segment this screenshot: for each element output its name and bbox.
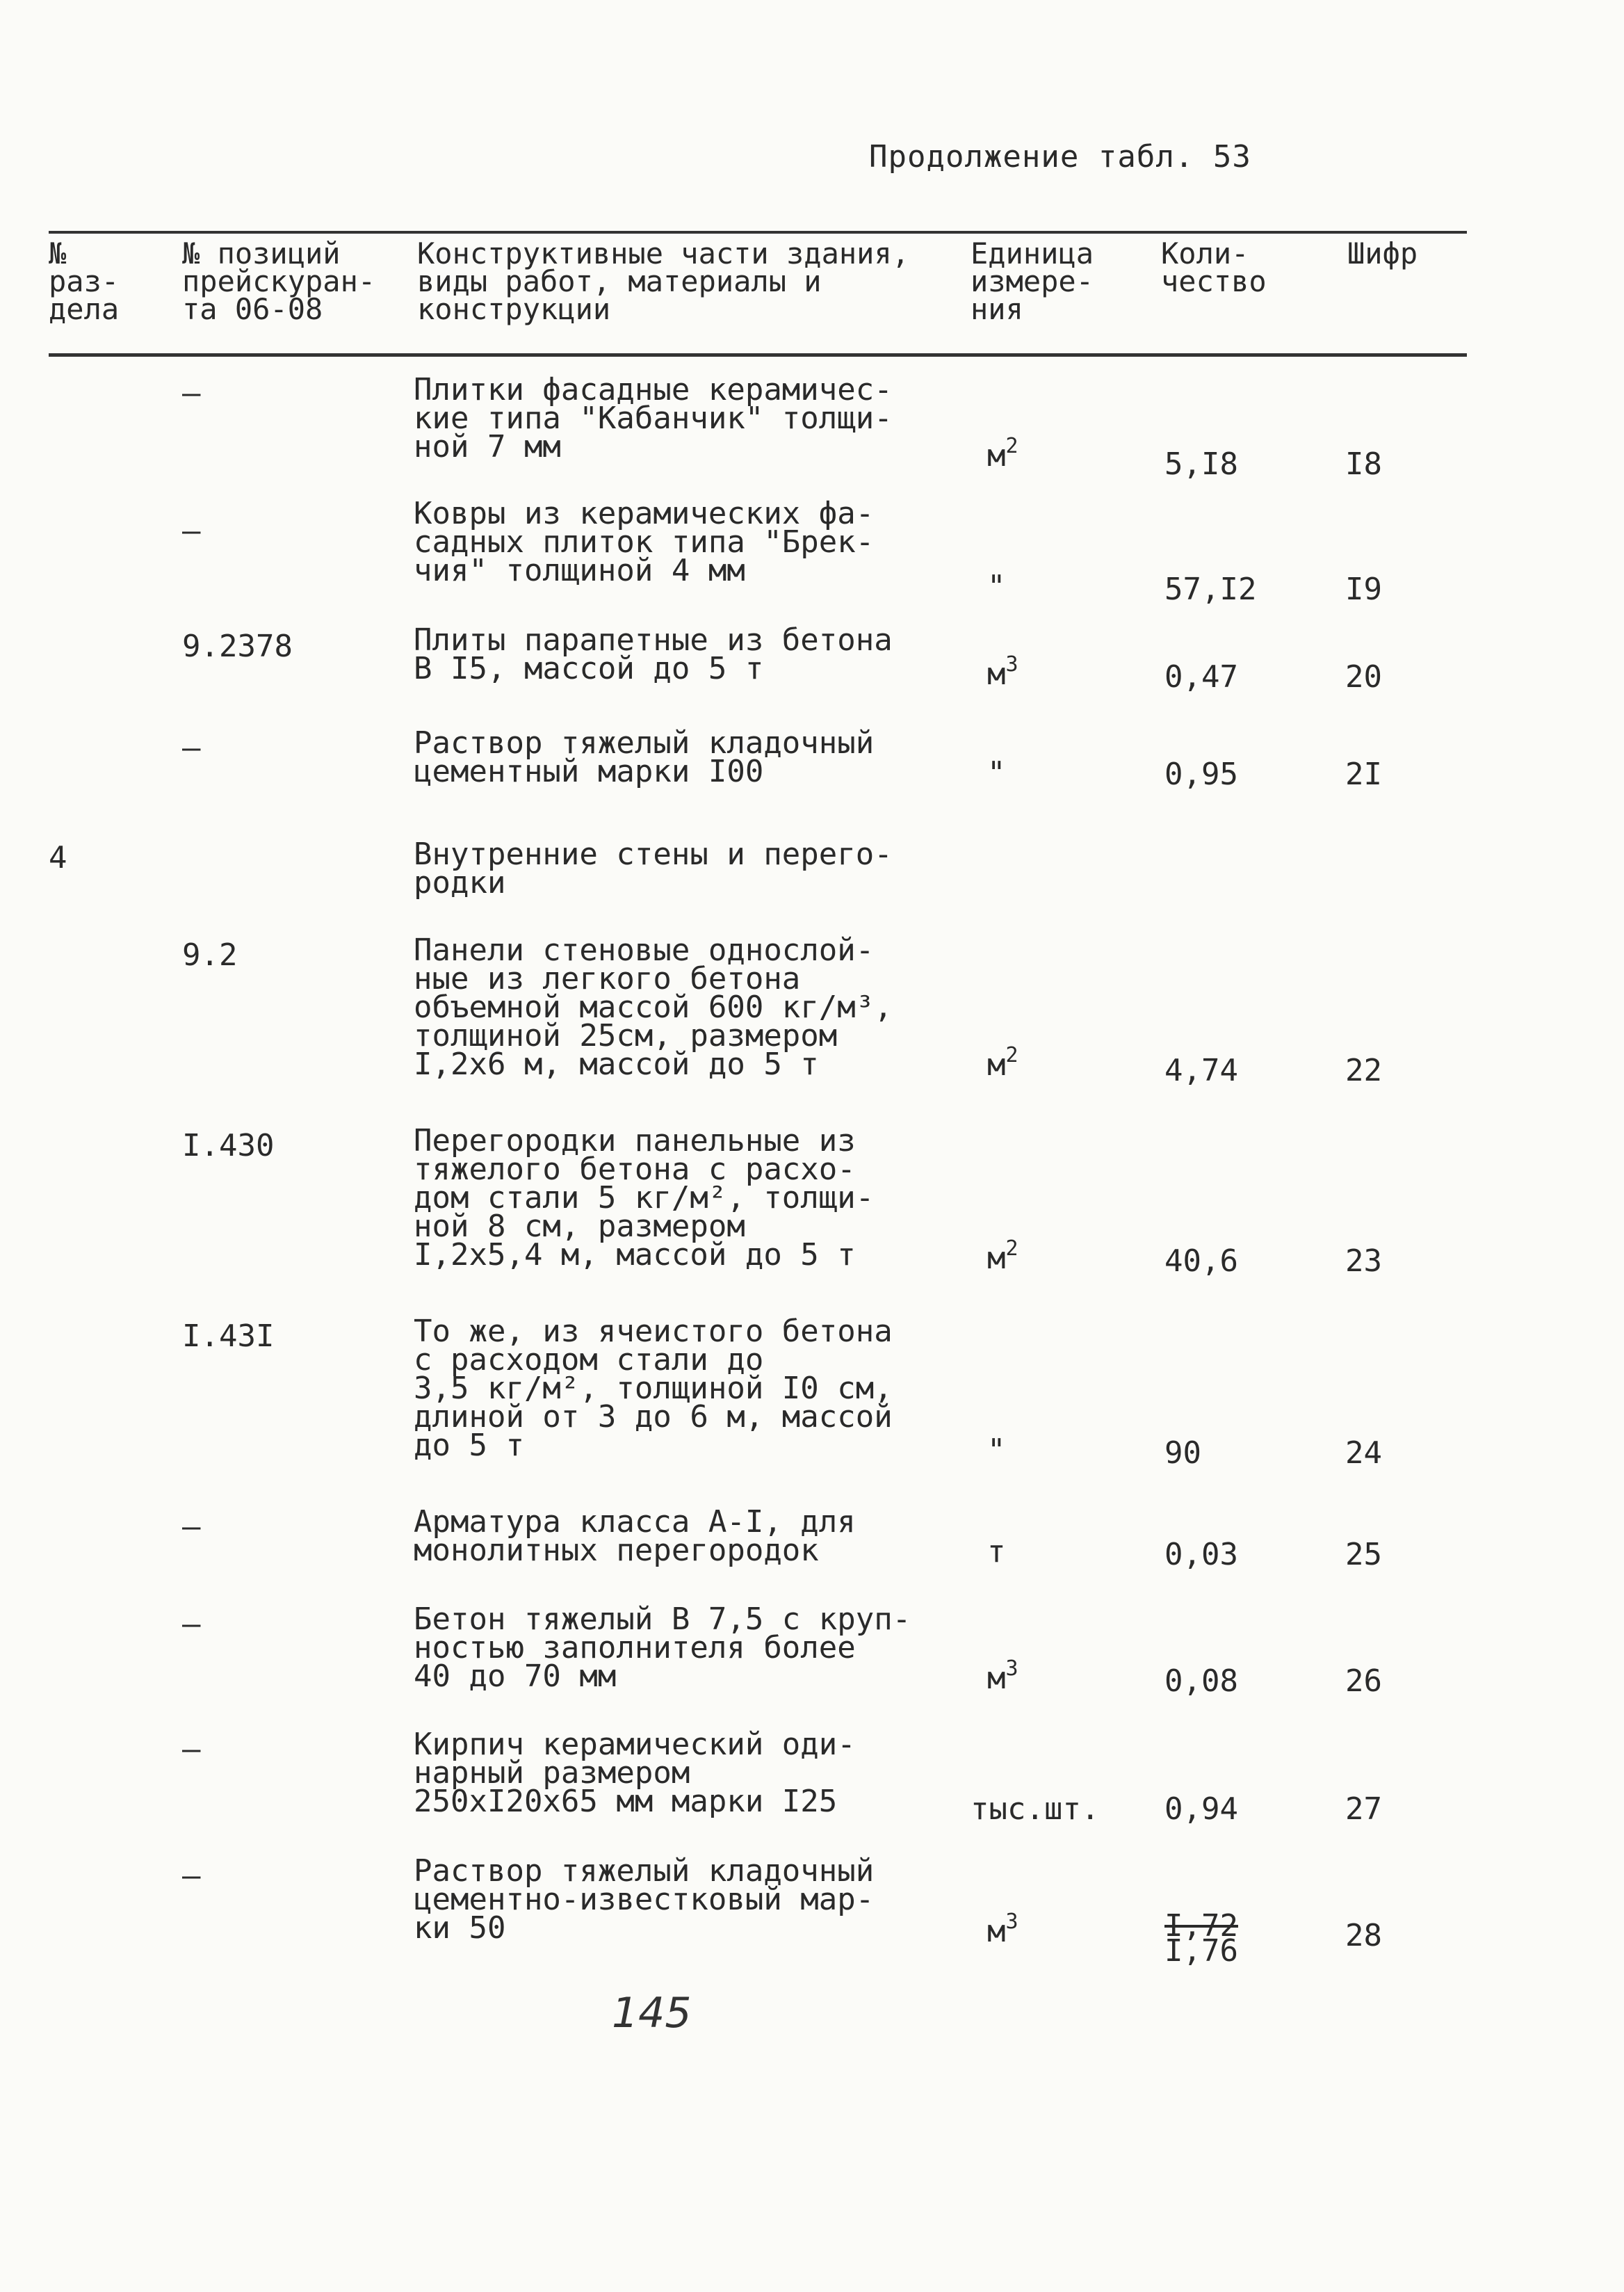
unit-text: тыс.шт.: [971, 1791, 1100, 1827]
header-code: Шифр: [1347, 236, 1418, 271]
row-code: 24: [1345, 1435, 1382, 1471]
row-quantity-cell: [1164, 1908, 1238, 1969]
unit-exponent: 2: [1005, 1043, 1018, 1067]
row-position: –: [182, 513, 201, 549]
row-quantity: 0,94: [1164, 1791, 1238, 1827]
row-quantity: I,76: [1164, 1933, 1238, 1969]
row-unit: [987, 434, 1018, 474]
unit-text: м: [987, 1241, 1006, 1276]
header-quantity: Коли- чество: [1161, 236, 1267, 298]
row-code: 22: [1345, 1053, 1382, 1088]
row-code: 20: [1345, 659, 1382, 695]
unit-text: м: [987, 438, 1006, 474]
unit-text: м: [987, 1914, 1006, 1949]
row-code: I8: [1345, 446, 1382, 482]
row-quantity: 90: [1164, 1435, 1201, 1471]
unit-exponent: 2: [1005, 434, 1018, 458]
row-description: Ковры из керамических фа- садных плиток типа "Брек- чия" толщиной 4 мм: [414, 496, 875, 588]
row-code: 25: [1345, 1537, 1382, 1572]
header-section-no: № раз- дела: [49, 236, 120, 326]
row-description: Бетон тяжелый В 7,5 с круп- ностью заполнителя более 40 до 70 мм: [414, 1601, 911, 1694]
row-quantity: 0,47: [1164, 659, 1238, 695]
row-quantity: 0,03: [1164, 1537, 1238, 1572]
row-description: Перегородки панельные из тяжелого бетона с расхо- дом стали 5 кг/м², толщи- ной 8 см, размером I,2х5,4 м, массой до 5 т: [414, 1123, 875, 1273]
row-unit: [971, 1791, 1099, 1827]
row-code: 27: [1345, 1791, 1382, 1827]
row-unit: [987, 1910, 1018, 1949]
row-description: Кирпич керамический оди- нарный размером 250хI20х65 мм марки I25: [414, 1727, 856, 1819]
row-position: I.43I: [182, 1318, 275, 1354]
row-quantity: 4,74: [1164, 1053, 1238, 1088]
row-position: –: [182, 1509, 201, 1544]
row-position: –: [182, 376, 201, 411]
row-position: I.430: [182, 1128, 275, 1163]
unit-exponent: 3: [1005, 652, 1018, 677]
unit-text: м: [987, 1047, 1006, 1083]
row-description: Раствор тяжелый кладочный цементно-известковый мар- ки 50: [414, 1853, 875, 1946]
unit-text: ": [987, 755, 1006, 791]
row-code: 2I: [1345, 757, 1382, 792]
row-quantity: 5,I8: [1164, 446, 1238, 482]
unit-exponent: 2: [1005, 1236, 1018, 1261]
row-quantity-struck: I,72: [1164, 1908, 1238, 1944]
row-description: Плитки фасадные керамичес- кие типа "Кабанчик" толщи- ной 7 мм: [414, 372, 893, 465]
row-description: Внутренние стены и перего- родки: [414, 837, 893, 901]
row-description: Плиты парапетные из бетона В I5, массой до 5 т: [414, 622, 893, 686]
row-unit: [987, 652, 1018, 692]
row-position: –: [182, 1606, 201, 1642]
unit-text: т: [987, 1534, 1006, 1569]
row-quantity: 40,6: [1164, 1243, 1238, 1279]
row-position: 9.2: [182, 937, 238, 973]
unit-exponent: 3: [1005, 1910, 1018, 1934]
unit-text: м: [987, 656, 1006, 692]
header-bottom-rule: [49, 353, 1467, 357]
row-position: –: [182, 1858, 201, 1894]
header-unit: Единица измере- ния: [971, 236, 1094, 326]
row-position: –: [182, 1732, 201, 1767]
table-top-rule: [49, 231, 1467, 234]
row-description: Арматура класса А-I, для монолитных перегородок: [414, 1504, 856, 1568]
row-quantity: 57,I2: [1164, 572, 1257, 607]
unit-exponent: 3: [1005, 1656, 1018, 1681]
row-unit: [987, 1656, 1018, 1696]
row-position: –: [182, 730, 201, 766]
header-price-position: № позиций прейскуран- та 06-08: [182, 236, 376, 326]
unit-text: м: [987, 1661, 1006, 1696]
unit-text: ": [987, 1432, 1006, 1468]
row-code: 26: [1345, 1663, 1382, 1699]
row-unit: [987, 1534, 1006, 1569]
continuation-title: Продолжение табл. 53: [869, 139, 1251, 175]
header-description: Конструктивные части здания, виды работ, материалы и конструкции: [417, 236, 910, 326]
row-section: 4: [49, 840, 67, 875]
unit-text: ": [987, 569, 1006, 604]
row-code: 23: [1345, 1243, 1382, 1279]
row-unit: [987, 1236, 1018, 1276]
row-unit: [987, 1043, 1018, 1083]
row-quantity: 0,95: [1164, 757, 1238, 792]
row-description: Раствор тяжелый кладочный цементный марки I00: [414, 725, 875, 789]
row-unit: [987, 1432, 1006, 1468]
page-number: 145: [612, 1989, 692, 2037]
row-code: I9: [1345, 572, 1382, 607]
row-description: То же, из ячеистого бетона с расходом стали до 3,5 кг/м², толщиной I0 см, длиной от 3 до 6 м, массой до 5 т: [414, 1314, 893, 1463]
row-code: 28: [1345, 1918, 1382, 1953]
row-quantity: 0,08: [1164, 1663, 1238, 1699]
row-position: 9.2378: [182, 629, 293, 664]
row-unit: [987, 569, 1006, 604]
row-unit: [987, 755, 1006, 791]
row-description: Панели стеновые однослой- ные из легкого бетона объемной массой 600 кг/м³, толщиной 25см, размером I,2х6 м, массой до 5 т: [414, 933, 893, 1082]
